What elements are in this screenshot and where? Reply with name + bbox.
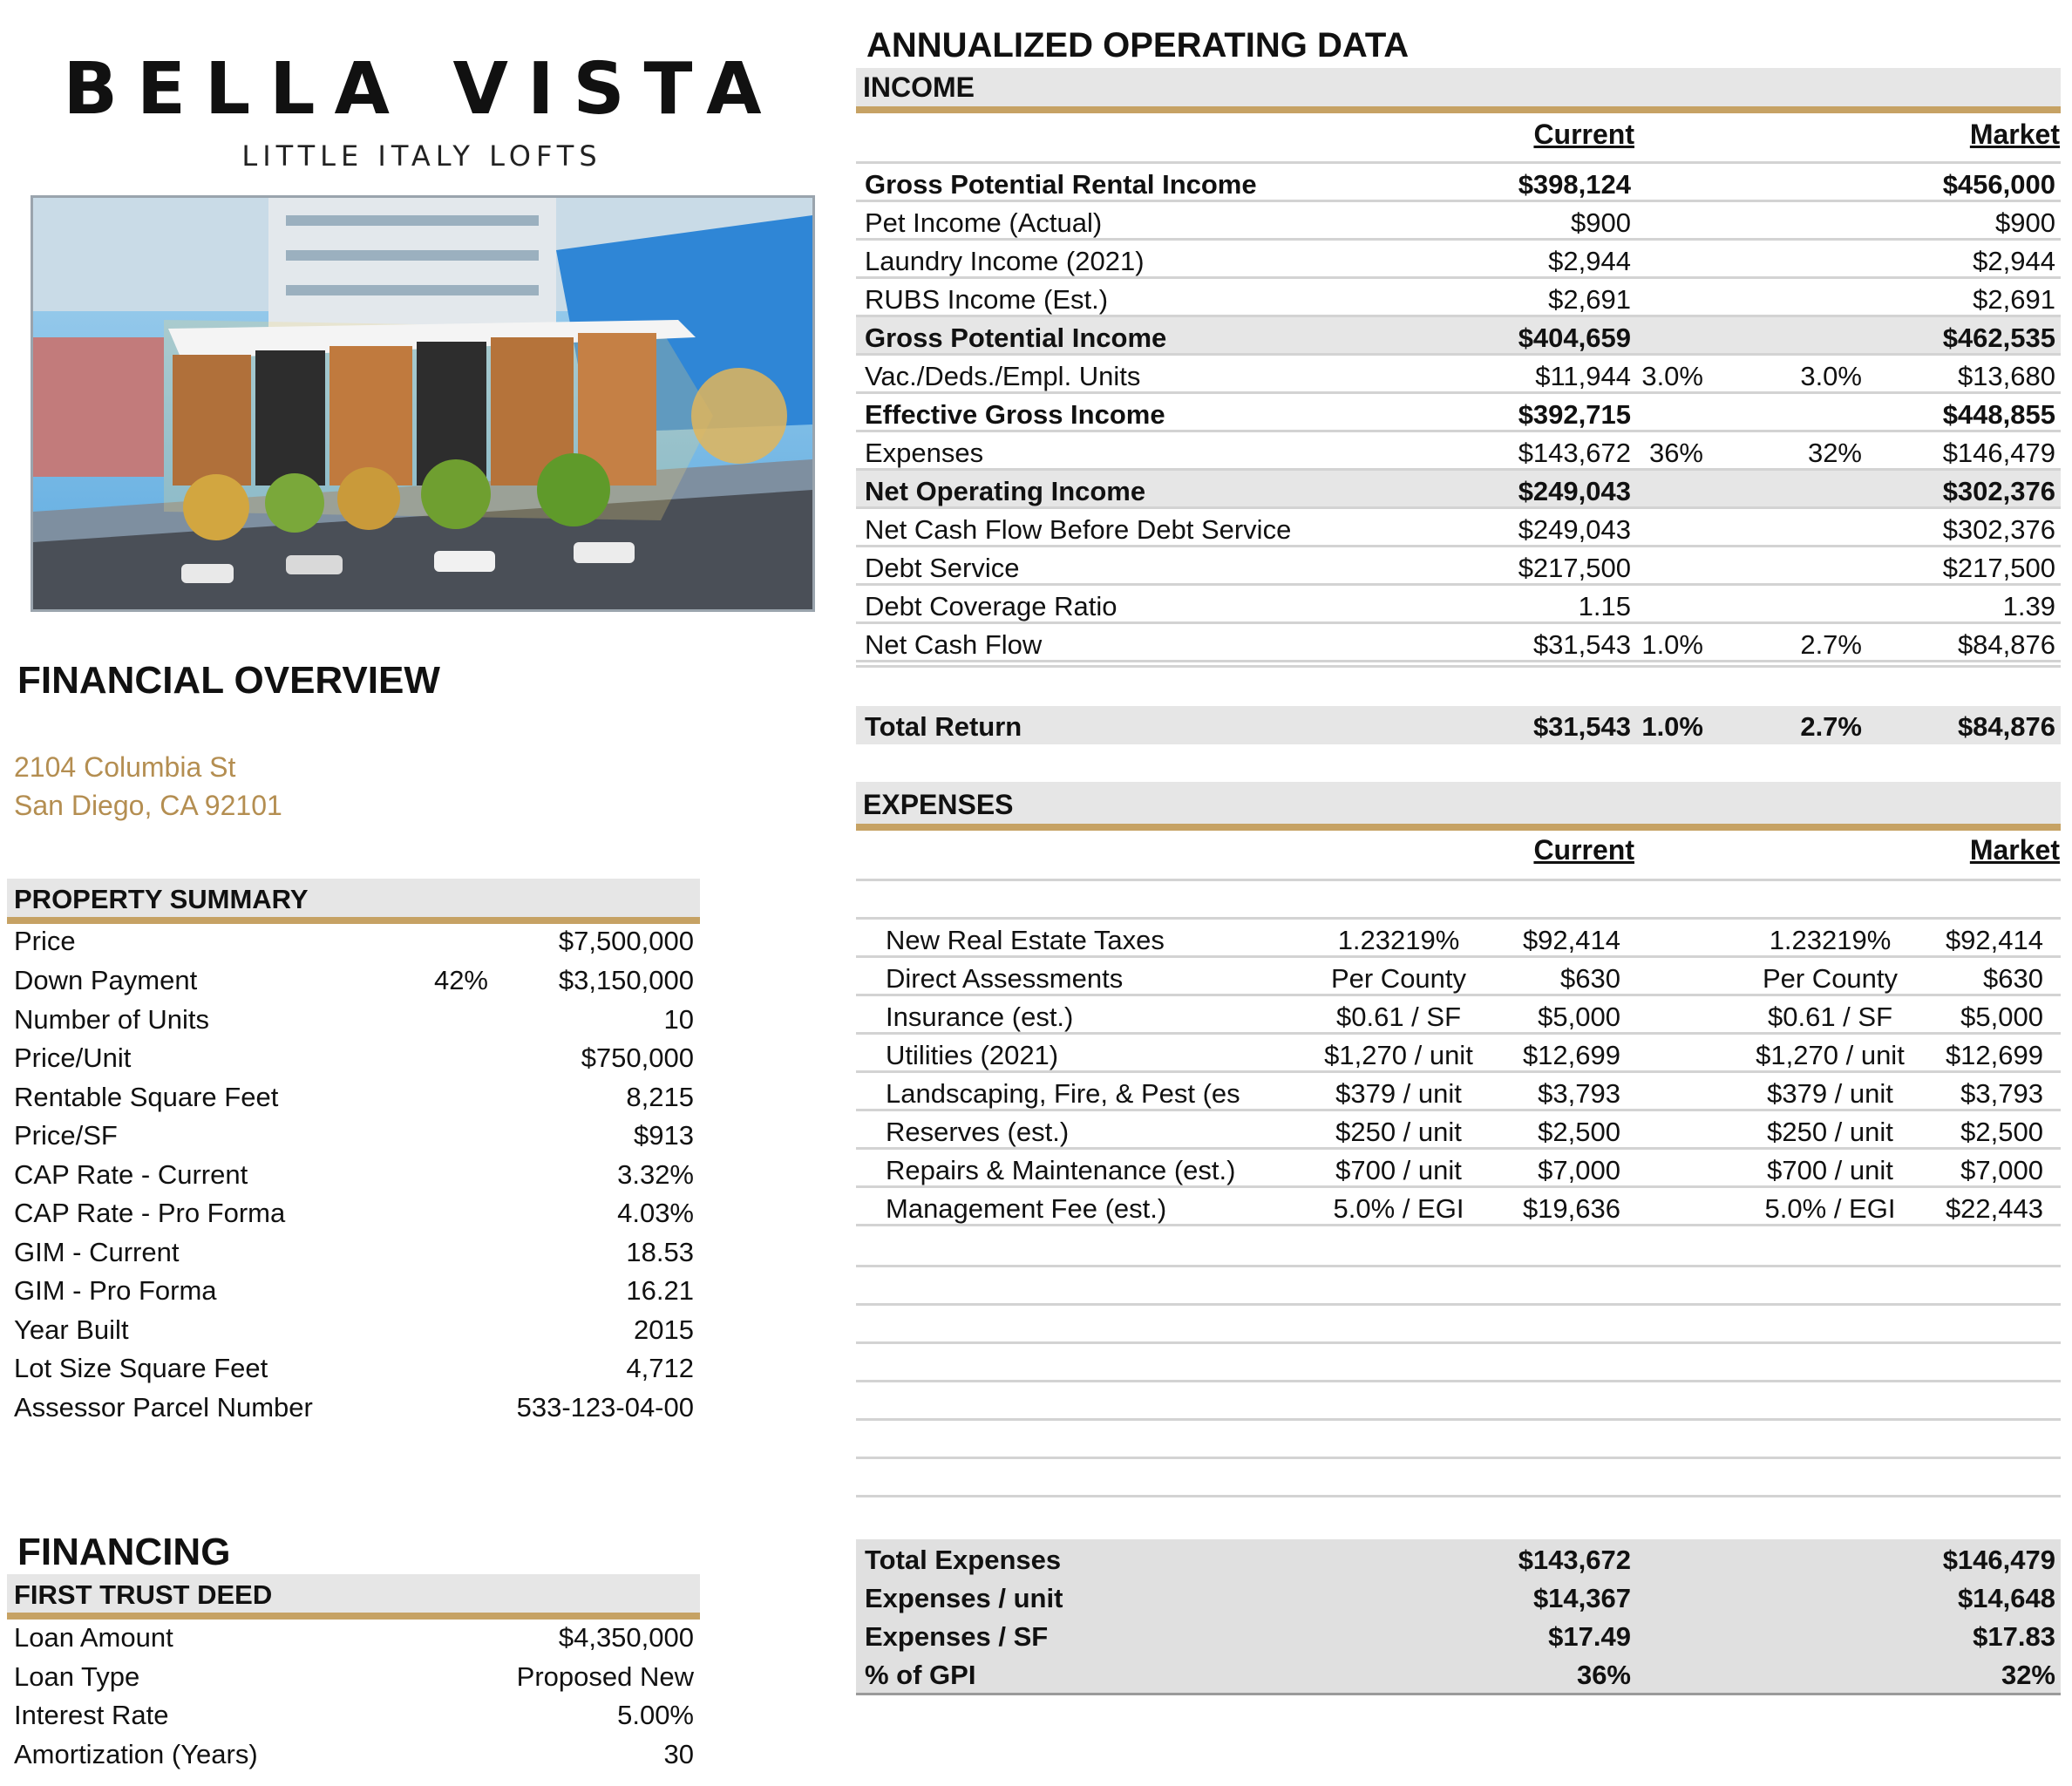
- divider: [856, 665, 2061, 668]
- expense-total-label: Total Expenses: [865, 1545, 1062, 1575]
- expense-market-value: $630: [1983, 963, 2043, 994]
- expense-row: [856, 1188, 2061, 1226]
- expense-current-basis: $0.61 / SF: [1335, 1002, 1462, 1032]
- expense-current-basis: $1,270 / unit: [1324, 1040, 1473, 1070]
- income-label: Net Cash Flow Before Debt Service: [865, 514, 1292, 545]
- summary-label: Number of Units: [14, 1004, 209, 1035]
- expense-market-basis: $700 / unit: [1767, 1155, 1893, 1185]
- income-row: [856, 586, 2061, 624]
- summary-value: $913: [634, 1120, 694, 1151]
- total-return-label: Total Return: [865, 711, 1022, 742]
- summary-label: Lot Size Square Feet: [14, 1353, 268, 1383]
- income-market-value: $2,944: [1973, 246, 2055, 276]
- expense-label: Utilities (2021): [886, 1040, 1059, 1070]
- summary-label: Rentable Square Feet: [14, 1082, 279, 1112]
- summary-row: [7, 999, 694, 1037]
- income-current-value: $900: [1571, 207, 1631, 238]
- summary-row: [7, 1309, 694, 1348]
- expense-total-row: [856, 1539, 2061, 1578]
- income-market-value: $13,680: [1957, 361, 2055, 391]
- summary-label: Price/SF: [14, 1120, 118, 1151]
- divider: [856, 1495, 2061, 1497]
- expense-total-market: $17.83: [1973, 1621, 2055, 1652]
- income-row: [856, 317, 2061, 356]
- financing-row: [7, 1656, 694, 1694]
- income-label: Laundry Income (2021): [865, 246, 1145, 276]
- financing-label: Interest Rate: [14, 1700, 169, 1730]
- financing-label: Loan Type: [14, 1661, 140, 1692]
- expense-current-value: $2,500: [1538, 1117, 1620, 1147]
- expense-row: [856, 1111, 2061, 1150]
- income-label: Gross Potential Rental Income: [865, 169, 1257, 200]
- expense-current-basis: 1.23219%: [1337, 925, 1460, 955]
- expense-label: New Real Estate Taxes: [886, 925, 1165, 955]
- income-current-value: 1.15: [1578, 591, 1631, 621]
- income-label: Net Operating Income: [865, 476, 1146, 506]
- income-row: [856, 547, 2061, 586]
- summary-label: Down Payment: [14, 965, 198, 995]
- income-label: Pet Income (Actual): [865, 207, 1103, 238]
- summary-row: [7, 1270, 694, 1308]
- total-return-market-value: $84,876: [1957, 711, 2055, 742]
- expense-market-basis: $1,270 / unit: [1756, 1040, 1905, 1070]
- income-label: Net Cash Flow: [865, 629, 1043, 660]
- income-current-value: $249,043: [1518, 514, 1631, 545]
- expense-current-basis: $250 / unit: [1335, 1117, 1462, 1147]
- income-market-value: $456,000: [1942, 169, 2055, 200]
- expense-total-current: 36%: [1576, 1660, 1631, 1690]
- summary-row: [7, 920, 694, 959]
- expenses-current-column-header: Current: [1533, 834, 1634, 866]
- summary-row: [7, 1232, 694, 1270]
- summary-value: 4,712: [626, 1353, 694, 1383]
- divider: [856, 1303, 2061, 1306]
- income-row: [856, 241, 2061, 279]
- expense-row: [856, 1073, 2061, 1111]
- expense-market-value: $5,000: [1960, 1002, 2043, 1032]
- first-trust-deed-header: FIRST TRUST DEED: [7, 1574, 700, 1620]
- summary-value: 533-123-04-00: [516, 1392, 694, 1423]
- summary-label: CAP Rate - Pro Forma: [14, 1198, 286, 1228]
- summary-row: [7, 1115, 694, 1153]
- income-current-value: $2,691: [1548, 284, 1631, 315]
- expense-market-basis: $0.61 / SF: [1767, 1002, 1893, 1032]
- financing-row: [7, 1734, 694, 1772]
- income-header: INCOME: [856, 68, 2061, 113]
- income-row: [856, 279, 2061, 317]
- property-aerial-photo: [31, 195, 815, 612]
- expense-market-value: $3,793: [1960, 1078, 2043, 1109]
- divider: [856, 1265, 2061, 1267]
- financing-value: 30: [663, 1739, 694, 1769]
- income-market-value: $146,479: [1942, 438, 2055, 468]
- divider: [856, 879, 2061, 881]
- income-current-value: $249,043: [1518, 476, 1631, 506]
- expense-market-basis: $379 / unit: [1767, 1078, 1893, 1109]
- expense-total-row: [856, 1654, 2061, 1693]
- expense-market-basis: $250 / unit: [1767, 1117, 1893, 1147]
- expense-row: [856, 1150, 2061, 1188]
- expense-current-basis: $379 / unit: [1335, 1078, 1462, 1109]
- income-market-value: $84,876: [1957, 629, 2055, 660]
- income-current-value: $11,944: [1535, 361, 1631, 391]
- expense-total-row: [856, 1578, 2061, 1616]
- summary-value: 4.03%: [617, 1198, 694, 1228]
- expense-total-market: $14,648: [1957, 1583, 2055, 1613]
- property-summary-header: PROPERTY SUMMARY: [7, 879, 700, 924]
- income-label: Debt Service: [865, 553, 1020, 583]
- divider: [856, 1418, 2061, 1421]
- expense-market-basis: Per County: [1762, 963, 1899, 994]
- expense-label: Repairs & Maintenance (est.): [886, 1155, 1236, 1185]
- summary-row: [7, 1387, 694, 1425]
- income-label: Debt Coverage Ratio: [865, 591, 1118, 621]
- financing-row: [7, 1617, 694, 1655]
- summary-label: GIM - Pro Forma: [14, 1275, 217, 1306]
- income-market-value: $448,855: [1942, 399, 2055, 430]
- income-market-column-header: Market: [1969, 119, 2060, 150]
- financial-overview-title: FINANCIAL OVERVIEW: [17, 659, 440, 702]
- expense-total-label: % of GPI: [865, 1660, 976, 1690]
- income-current-value: $143,672: [1518, 438, 1631, 468]
- income-label: Vac./Deds./Empl. Units: [865, 361, 1141, 391]
- summary-label: GIM - Current: [14, 1237, 180, 1267]
- income-market-value: $2,691: [1973, 284, 2055, 315]
- expense-current-value: $3,793: [1538, 1078, 1620, 1109]
- expense-total-market: $146,479: [1942, 1545, 2055, 1575]
- income-market-value: $217,500: [1942, 553, 2055, 583]
- income-market-percent: 32%: [1807, 438, 1862, 468]
- expense-label: Direct Assessments: [886, 963, 1124, 994]
- expense-total-row: [856, 1616, 2061, 1654]
- total-return-market-percent: 2.7%: [1800, 711, 1862, 742]
- expense-total-current: $17.49: [1548, 1621, 1631, 1652]
- divider: [856, 1380, 2061, 1382]
- income-row: [856, 509, 2061, 547]
- expense-label: Management Fee (est.): [886, 1193, 1167, 1224]
- financing-value: Proposed New: [516, 1661, 694, 1692]
- summary-row: [7, 1154, 694, 1192]
- income-market-value: $900: [1995, 207, 2055, 238]
- summary-label: CAP Rate - Current: [14, 1159, 248, 1190]
- divider: [856, 1341, 2061, 1344]
- income-row: [856, 624, 2061, 662]
- summary-label: Price: [14, 926, 76, 956]
- income-current-value: $398,124: [1518, 169, 1631, 200]
- income-current-value: $404,659: [1518, 323, 1631, 353]
- expense-current-value: $92,414: [1522, 925, 1620, 955]
- expense-current-basis: Per County: [1330, 963, 1467, 994]
- income-current-column-header: Current: [1533, 119, 1634, 150]
- expense-total-label: Expenses / SF: [865, 1621, 1049, 1652]
- expense-current-value: $630: [1560, 963, 1620, 994]
- income-market-percent: 3.0%: [1800, 361, 1862, 391]
- income-row: [856, 356, 2061, 394]
- expense-market-value: $92,414: [1945, 925, 2043, 955]
- expenses-market-column-header: Market: [1969, 834, 2060, 866]
- income-label: Expenses: [865, 438, 984, 468]
- income-current-percent: 3.0%: [1641, 361, 1703, 391]
- expense-row: [856, 958, 2061, 996]
- brand-subtitle: LITTLE ITALY LOFTS: [241, 139, 602, 173]
- expenses-header: EXPENSES: [856, 782, 2061, 831]
- expense-total-label: Expenses / unit: [865, 1583, 1063, 1613]
- income-row: [856, 394, 2061, 432]
- summary-value: $3,150,000: [558, 965, 694, 995]
- income-row: [856, 471, 2061, 509]
- income-label: Effective Gross Income: [865, 399, 1165, 430]
- financing-row: [7, 1694, 694, 1733]
- summary-percent: 42%: [433, 965, 488, 995]
- income-row: [856, 164, 2061, 202]
- summary-row: [7, 960, 694, 998]
- summary-label: Year Built: [14, 1314, 129, 1345]
- summary-row: [7, 1348, 694, 1386]
- summary-row: [7, 1192, 694, 1231]
- expense-label: Landscaping, Fire, & Pest (es: [886, 1078, 1240, 1109]
- expense-current-value: $19,636: [1522, 1193, 1620, 1224]
- summary-row: [7, 1076, 694, 1115]
- income-current-value: $392,715: [1518, 399, 1631, 430]
- brand-title: BELLA VISTA: [63, 48, 781, 131]
- expense-current-basis: $700 / unit: [1335, 1155, 1462, 1185]
- summary-row: [7, 1037, 694, 1076]
- income-label: RUBS Income (Est.): [865, 284, 1109, 315]
- summary-value: $7,500,000: [558, 926, 694, 956]
- address-line-1: 2104 Columbia St: [14, 751, 236, 783]
- divider: [856, 1693, 2061, 1695]
- expense-row: [856, 920, 2061, 958]
- income-label: Gross Potential Income: [865, 323, 1167, 353]
- financing-label: Amortization (Years): [14, 1739, 258, 1769]
- income-current-value: $217,500: [1518, 553, 1631, 583]
- expense-label: Reserves (est.): [886, 1117, 1070, 1147]
- summary-label: Assessor Parcel Number: [14, 1392, 313, 1423]
- income-current-percent: 1.0%: [1641, 629, 1703, 660]
- expense-market-basis: 5.0% / EGI: [1764, 1193, 1896, 1224]
- summary-value: $750,000: [581, 1042, 694, 1073]
- expense-total-current: $143,672: [1518, 1545, 1631, 1575]
- expense-current-value: $5,000: [1538, 1002, 1620, 1032]
- operating-data-title: ANNUALIZED OPERATING DATA: [866, 26, 1410, 65]
- total-return-current-value: $31,543: [1532, 711, 1631, 742]
- financing-title: FINANCING: [17, 1531, 231, 1573]
- income-market-value: $462,535: [1942, 323, 2055, 353]
- income-market-value: 1.39: [2002, 591, 2055, 621]
- summary-value: 2015: [634, 1314, 694, 1345]
- expense-market-basis: 1.23219%: [1769, 925, 1892, 955]
- financing-value: $4,350,000: [558, 1622, 694, 1653]
- summary-label: Price/Unit: [14, 1042, 132, 1073]
- expense-total-current: $14,367: [1532, 1583, 1631, 1613]
- address-line-2: San Diego, CA 92101: [14, 790, 282, 821]
- income-row: [856, 432, 2061, 471]
- total-return-row: [856, 706, 2061, 744]
- income-market-percent: 2.7%: [1800, 629, 1862, 660]
- expense-market-value: $22,443: [1945, 1193, 2043, 1224]
- income-row: [856, 202, 2061, 241]
- financing-label: Loan Amount: [14, 1622, 173, 1653]
- divider: [856, 1457, 2061, 1459]
- summary-value: 16.21: [626, 1275, 694, 1306]
- total-return-current-percent: 1.0%: [1641, 711, 1703, 742]
- expense-total-market: 32%: [2001, 1660, 2055, 1690]
- income-market-value: $302,376: [1942, 476, 2055, 506]
- expense-label: Insurance (est.): [886, 1002, 1074, 1032]
- expense-current-value: $7,000: [1538, 1155, 1620, 1185]
- expense-current-value: $12,699: [1522, 1040, 1620, 1070]
- expense-row: [856, 1035, 2061, 1073]
- expense-market-value: $2,500: [1960, 1117, 2043, 1147]
- summary-value: 18.53: [626, 1237, 694, 1267]
- income-current-percent: 36%: [1648, 438, 1703, 468]
- summary-value: 10: [663, 1004, 694, 1035]
- expense-market-value: $12,699: [1945, 1040, 2043, 1070]
- expense-current-basis: 5.0% / EGI: [1333, 1193, 1464, 1224]
- summary-value: 8,215: [626, 1082, 694, 1112]
- income-current-value: $2,944: [1548, 246, 1631, 276]
- expense-market-value: $7,000: [1960, 1155, 2043, 1185]
- income-market-value: $302,376: [1942, 514, 2055, 545]
- expense-row: [856, 996, 2061, 1035]
- financing-value: 5.00%: [617, 1700, 694, 1730]
- income-current-value: $31,543: [1532, 629, 1631, 660]
- summary-value: 3.32%: [617, 1159, 694, 1190]
